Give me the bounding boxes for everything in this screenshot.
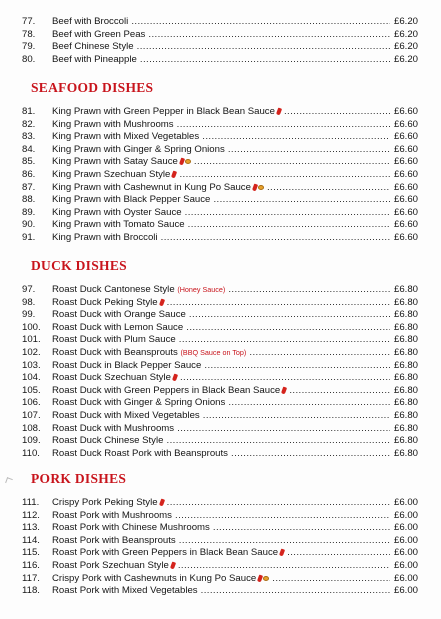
menu-item-row — [22, 322, 418, 335]
item-price: £6.80 — [390, 397, 418, 410]
item-number: 78. — [22, 28, 36, 40]
item-number: 100. — [22, 321, 41, 333]
item-number: 115. — [22, 547, 40, 559]
item-name — [52, 207, 390, 220]
item-price: £6.00 — [390, 585, 418, 598]
seafood-heading: SEAFOOD DISHES — [31, 80, 154, 95]
menu-item-row — [22, 54, 418, 67]
item-name — [52, 347, 390, 360]
menu-item-row — [22, 360, 418, 373]
item-name — [52, 573, 390, 586]
item-name-text: Roast Pork with Green Peppers in Black Bean Sauce — [52, 547, 279, 559]
item-price: £6.80 — [390, 360, 418, 373]
item-price: £6.00 — [390, 560, 418, 573]
item-number: 105. — [22, 384, 41, 396]
item-name-text: Crispy Pork with Cashewnuts in Kung Po Sauce — [52, 572, 257, 584]
item-name-text: King Prawn with Black Pepper Sauce — [52, 194, 211, 206]
item-number: 83. — [22, 131, 36, 143]
item-name-text: King Prawn with Cashewnut in Kung Po Sauce — [52, 181, 251, 193]
item-name-text: Roast Duck with Plum Sauce — [52, 334, 176, 346]
item-price: £6.80 — [390, 347, 418, 360]
item-name-text: Roast Duck Chinese Style — [52, 435, 164, 447]
nut-icon — [263, 576, 269, 581]
item-name — [52, 29, 390, 42]
item-number: 89. — [22, 206, 36, 218]
item-price: £6.00 — [390, 547, 418, 560]
item-name-text: King Prawn Szechuan Style — [52, 169, 171, 180]
item-name — [52, 297, 390, 310]
menu-item-row — [22, 309, 418, 322]
item-name — [52, 182, 390, 195]
item-price: £6.80 — [390, 435, 418, 448]
menu-item-row — [22, 144, 418, 157]
menu-item-row — [22, 372, 418, 385]
item-name — [52, 119, 390, 132]
item-number: 99. — [22, 309, 36, 321]
menu-item-row — [22, 169, 418, 182]
chili-icon — [179, 158, 185, 166]
item-price: £6.80 — [390, 423, 418, 436]
item-name — [52, 435, 390, 448]
item-name-text: Beef Chinese Style — [52, 41, 134, 53]
item-number: 102. — [22, 347, 41, 358]
item-number: 88. — [22, 194, 36, 206]
chili-icon — [252, 183, 258, 191]
item-name — [52, 448, 390, 461]
item-name — [52, 144, 390, 157]
item-price: £6.00 — [390, 535, 418, 548]
chili-icon — [159, 499, 165, 507]
item-name — [52, 41, 390, 54]
menu-item-row — [22, 41, 418, 54]
item-number: 109. — [22, 435, 41, 447]
item-price: £6.80 — [390, 322, 418, 335]
chili-icon — [172, 374, 178, 382]
item-price: £6.20 — [390, 16, 418, 29]
menu-item-row — [22, 232, 418, 245]
item-number: 111. — [22, 497, 40, 508]
menu-item-row — [22, 385, 418, 398]
item-number: 97. — [22, 284, 36, 295]
nut-icon — [185, 159, 191, 164]
menu-item-row — [22, 510, 418, 523]
item-name — [52, 522, 390, 535]
item-price: £6.60 — [390, 232, 418, 245]
item-name — [52, 410, 390, 423]
item-number: 79. — [22, 41, 36, 53]
menu-item-row — [22, 547, 418, 560]
item-name — [52, 535, 390, 548]
item-price: £6.60 — [390, 106, 418, 119]
item-number: 117. — [22, 572, 40, 584]
item-price: £6.00 — [390, 497, 418, 510]
chili-icon — [170, 562, 176, 570]
item-name-text: Roast Duck Cantonese Style — [52, 284, 175, 295]
item-name-text: Roast Duck Peking Style — [52, 296, 158, 308]
menu-item-row — [22, 448, 418, 461]
item-price: £6.80 — [390, 448, 418, 461]
item-number: 77. — [22, 16, 36, 27]
item-number: 103. — [22, 359, 41, 371]
menu-item-row — [22, 560, 418, 573]
item-name-text: Beef with Green Peas — [52, 28, 146, 40]
menu-item-row — [22, 284, 418, 297]
menu-item-row — [22, 497, 418, 510]
item-number: 90. — [22, 219, 36, 231]
item-number: 101. — [22, 334, 41, 346]
item-price: £6.60 — [390, 169, 418, 182]
item-name-text: King Prawn with Satay Sauce — [52, 156, 178, 168]
item-note: (BBQ Sauce on Top) — [180, 348, 247, 357]
item-number: 98. — [22, 296, 36, 308]
item-price: £6.20 — [390, 29, 418, 42]
nut-icon — [258, 185, 264, 190]
menu-item-row — [22, 29, 418, 42]
item-number: 110. — [22, 447, 40, 459]
item-price: £6.60 — [390, 144, 418, 157]
item-price: £6.00 — [390, 573, 418, 586]
item-number: 82. — [22, 118, 36, 130]
menu-item-row — [22, 423, 418, 436]
item-name — [52, 16, 390, 29]
item-note: (Honey Sauce) — [177, 285, 226, 294]
item-price: £6.00 — [390, 510, 418, 523]
item-number: 85. — [22, 156, 36, 168]
item-name-text: King Prawn with Mixed Vegetables — [52, 131, 200, 143]
item-price: £6.20 — [390, 41, 418, 54]
menu-item-row — [22, 397, 418, 410]
item-name-text: King Prawn with Broccoli — [52, 232, 158, 243]
menu-item-row — [22, 194, 418, 207]
duck-heading: DUCK DISHES — [31, 258, 127, 273]
item-number: 116. — [22, 560, 40, 571]
item-name — [52, 510, 390, 523]
decorative-mark — [5, 477, 13, 485]
item-name-text: King Prawn with Tomato Sauce — [52, 219, 185, 231]
item-name-text: Roast Duck with Mixed Vegetables — [52, 410, 200, 421]
item-name — [52, 309, 390, 322]
menu-item-row — [22, 156, 418, 169]
menu-item-row — [22, 522, 418, 535]
item-name-text: Roast Pork with Mushrooms — [52, 509, 172, 521]
item-name — [52, 322, 390, 335]
menu-item-row — [22, 16, 418, 29]
item-price: £6.60 — [390, 131, 418, 144]
item-name — [52, 547, 390, 560]
item-price: £6.80 — [390, 297, 418, 310]
item-name-text: Roast Pork Szechuan Style — [52, 560, 169, 571]
item-price: £6.60 — [390, 182, 418, 195]
chili-icon — [171, 171, 177, 179]
pork-heading: PORK DISHES — [31, 471, 127, 486]
item-number: 80. — [22, 53, 36, 65]
item-name-text: Roast Duck Roast Pork with Beansprouts — [52, 447, 228, 459]
item-name-text: Roast Duck in Black Pepper Sauce — [52, 359, 202, 371]
chili-icon — [159, 298, 165, 306]
item-name-text: King Prawn with Green Pepper in Black Bean Sauce — [52, 106, 275, 117]
item-name — [52, 219, 390, 232]
item-number: 112. — [22, 509, 40, 521]
item-name-text: King Prawn with Mushrooms — [52, 118, 174, 130]
item-name-text: King Prawn with Ginger & Spring Onions — [52, 143, 225, 155]
item-name-text: Crispy Pork Peking Style — [52, 497, 158, 508]
menu-item-row — [22, 106, 418, 119]
item-number: 86. — [22, 169, 36, 180]
item-price: £6.60 — [390, 219, 418, 232]
item-price: £6.20 — [390, 54, 418, 67]
item-name — [52, 106, 390, 119]
menu-item-row — [22, 119, 418, 132]
item-name-text: Roast Duck with Mushrooms — [52, 422, 175, 434]
item-price: £6.60 — [390, 119, 418, 132]
item-number: 108. — [22, 422, 41, 434]
menu-item-row — [22, 219, 418, 232]
item-name-text: Beef with Pineapple — [52, 53, 137, 65]
item-name-text: King Prawn with Oyster Sauce — [52, 206, 182, 218]
item-name-text: Roast Duck with Green Peppers in Black Bean Sauce — [52, 384, 281, 396]
item-number: 87. — [22, 181, 36, 193]
item-number: 104. — [22, 372, 41, 384]
item-name-text: Roast Pork with Chinese Mushrooms — [52, 522, 210, 534]
item-name — [52, 156, 390, 169]
item-name-text: Roast Duck Szechuan Style — [52, 372, 171, 384]
item-name — [52, 497, 390, 510]
chili-icon — [281, 386, 287, 394]
item-name — [52, 423, 390, 436]
item-number: 81. — [22, 106, 36, 117]
item-name — [52, 131, 390, 144]
item-name — [52, 232, 390, 245]
menu-item-row — [22, 131, 418, 144]
menu-item-row — [22, 585, 418, 598]
chili-icon — [279, 549, 285, 557]
item-price: £6.80 — [390, 385, 418, 398]
menu-item-row — [22, 535, 418, 548]
item-number: 106. — [22, 397, 41, 409]
item-name-text: Beef with Broccoli — [52, 16, 129, 27]
item-number: 118. — [22, 585, 40, 597]
chili-icon — [276, 108, 282, 116]
menu-item-row — [22, 334, 418, 347]
item-name — [52, 334, 390, 347]
item-name — [52, 397, 390, 410]
item-price: £6.80 — [390, 284, 418, 297]
item-price: £6.60 — [390, 194, 418, 207]
item-name-text: Roast Pork with Beansprouts — [52, 534, 176, 546]
item-name — [52, 372, 390, 385]
menu-item-row — [22, 207, 418, 220]
item-price: £6.60 — [390, 207, 418, 220]
menu-item-row — [22, 410, 418, 423]
item-number: 107. — [22, 410, 41, 421]
item-name — [52, 385, 390, 398]
item-name — [52, 284, 390, 297]
item-price: £6.80 — [390, 334, 418, 347]
item-name-text: Roast Duck with Ginger & Spring Onions — [52, 397, 226, 409]
item-price: £6.80 — [390, 372, 418, 385]
menu-item-row — [22, 297, 418, 310]
item-number: 84. — [22, 143, 36, 155]
item-name-text: Roast Pork with Mixed Vegetables — [52, 585, 198, 597]
item-price: £6.80 — [390, 309, 418, 322]
item-number: 91. — [22, 232, 36, 243]
item-name — [52, 54, 390, 67]
item-number: 114. — [22, 534, 40, 546]
item-name — [52, 169, 390, 182]
menu-item-row — [22, 573, 418, 586]
item-price: £6.00 — [390, 522, 418, 535]
item-number: 113. — [22, 522, 40, 534]
menu-item-row — [22, 435, 418, 448]
item-price: £6.80 — [390, 410, 418, 423]
item-name-text: Roast Duck with Beansprouts — [52, 347, 178, 358]
menu-item-row — [22, 347, 418, 360]
item-name — [52, 585, 390, 598]
item-name — [52, 194, 390, 207]
item-price: £6.60 — [390, 156, 418, 169]
item-name-text: Roast Duck with Orange Sauce — [52, 309, 186, 321]
item-name-text: Roast Duck with Lemon Sauce — [52, 321, 184, 333]
item-name — [52, 360, 390, 373]
item-name — [52, 560, 390, 573]
menu-item-row — [22, 182, 418, 195]
